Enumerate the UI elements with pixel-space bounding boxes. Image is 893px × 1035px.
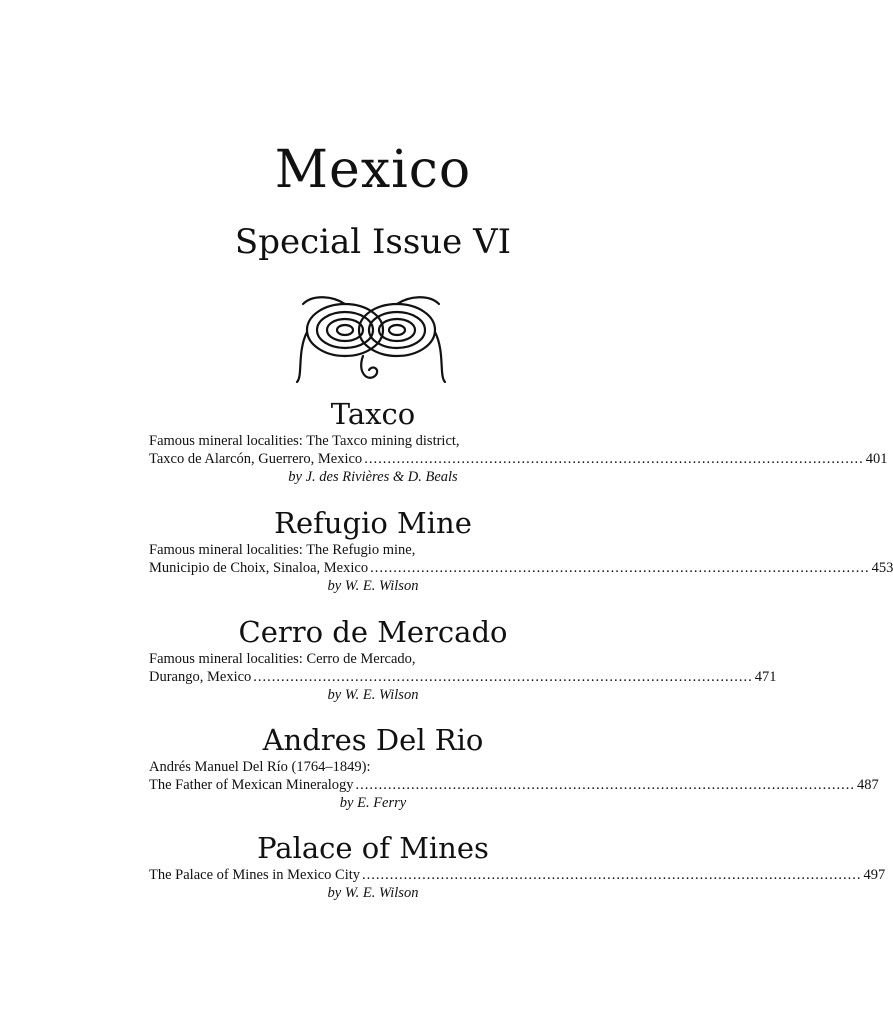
entry-last-row (149, 776, 879, 794)
entry-last-row (149, 450, 888, 468)
entry-line: Taxco de Alarcón, Guerrero, Mexico (149, 451, 363, 467)
entry-last-row (149, 866, 886, 884)
page-subtitle: Special Issue VI (234, 222, 512, 262)
entry-line: Andrés Manuel Del Río (1764–1849): (149, 759, 371, 775)
flourish-ornament-icon (293, 292, 449, 384)
toc-entry (149, 432, 888, 468)
section-heading: Cerro de Mercado (238, 615, 508, 649)
toc-entry (149, 650, 777, 686)
entry-line: Famous mineral localities: The Refugio mine, (149, 542, 416, 558)
author-credit: by W. E. Wilson (327, 885, 419, 901)
page-number: 497 (863, 867, 886, 883)
entry-line: Durango, Mexico (149, 669, 252, 685)
entry-line: Famous mineral localities: The Taxco mining district, (149, 433, 460, 449)
section-heading: Taxco (330, 397, 416, 431)
entry-line: The Palace of Mines in Mexico City (149, 867, 361, 883)
section-heading: Palace of Mines (257, 831, 489, 865)
toc-section-palace-of-mines (0, 830, 886, 902)
page-number: 401 (865, 451, 888, 467)
section-heading: Andres Del Rio (262, 723, 484, 757)
entry-last-row (149, 559, 893, 577)
entry-line: The Father of Mexican Mineralogy (149, 777, 354, 793)
toc-entry (149, 541, 893, 577)
author-credit: by J. des Rivières & D. Beals (288, 469, 458, 485)
dot-leader: ............................................................................................................ (362, 867, 862, 883)
toc-section-refugio-mine (0, 505, 893, 595)
page-number: 471 (754, 669, 777, 685)
toc-entry (149, 866, 886, 884)
page-number: 453 (871, 560, 893, 576)
page-number: 487 (857, 777, 879, 793)
dot-leader: ............................................................................................................ (253, 669, 753, 685)
author-credit: by W. E. Wilson (327, 578, 419, 594)
dot-leader: ............................................................................................................ (355, 777, 856, 793)
author-credit: by W. E. Wilson (327, 687, 419, 703)
dot-leader: ............................................................................................................ (364, 451, 864, 467)
author-credit: by E. Ferry (339, 795, 407, 811)
toc-section-andres-del-rio (0, 722, 879, 812)
entry-line: Famous mineral localities: Cerro de Mercado, (149, 651, 416, 667)
dot-leader: ............................................................................................................ (370, 560, 870, 576)
section-heading: Refugio Mine (274, 506, 472, 540)
entry-last-row (149, 668, 777, 686)
toc-section-taxco (0, 396, 888, 486)
toc-section-cerro-de-mercado (0, 614, 777, 704)
toc-entry (149, 758, 879, 794)
entry-line: Municipio de Choix, Sinaloa, Mexico (149, 560, 369, 576)
page-title: Mexico (274, 140, 472, 200)
